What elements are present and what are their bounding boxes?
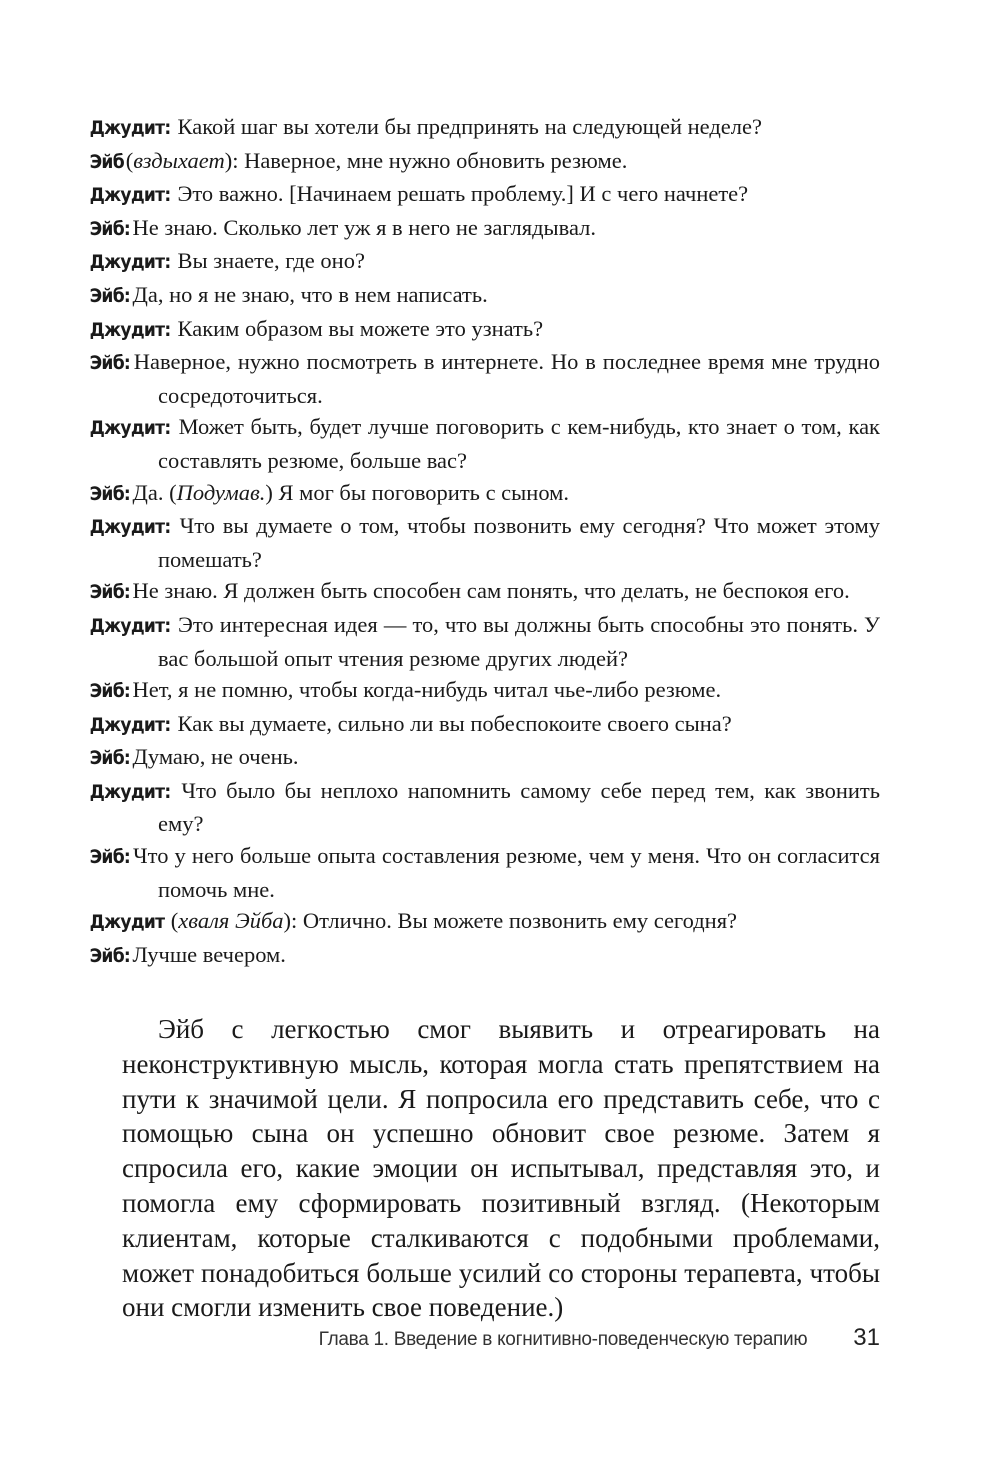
speaker-name: Джудит: bbox=[89, 780, 171, 803]
dialogue-line bbox=[89, 674, 880, 708]
speaker-name: Эйб bbox=[89, 150, 124, 173]
dialogue-line bbox=[89, 411, 880, 476]
dialogue-line bbox=[89, 212, 880, 246]
dialogue-line bbox=[89, 245, 880, 279]
speaker-name: Джудит: bbox=[89, 251, 171, 274]
dialogue-line bbox=[89, 840, 880, 905]
line-text: Это интересная идея — то, что вы должны быть способны это понять. У вас большой опыт чтения резюме других людей? bbox=[158, 611, 880, 671]
speaker-name: Джудит: bbox=[89, 318, 171, 341]
page-footer bbox=[122, 1324, 880, 1352]
dialogue-line bbox=[89, 741, 880, 775]
dialogue-line bbox=[89, 178, 880, 212]
line-text: Как вы думаете, сильно ли вы побеспокоите своего сына? bbox=[171, 710, 732, 736]
line-text: Не знаю. Сколько лет уж я в него не заглядывал. bbox=[126, 214, 596, 240]
line-text: ): Отлично. Вы можете позвонить ему сегодня? bbox=[283, 908, 738, 934]
stage-direction: вздыхает bbox=[133, 147, 225, 173]
line-text: ) Я мог бы поговорить с сыном. bbox=[265, 479, 570, 505]
dialogue-line bbox=[89, 346, 880, 411]
dialogue-line bbox=[89, 510, 880, 575]
speaker-name: Эйб: bbox=[89, 747, 131, 770]
dialogue-line bbox=[89, 111, 880, 145]
speaker-name: Джудит: bbox=[89, 614, 171, 637]
line-text: Наверное, нужно посмотреть в интернете. Но в последнее время мне трудно сосредоточиться. bbox=[126, 349, 880, 408]
speaker-name: Эйб: bbox=[89, 680, 131, 703]
dialogue-line bbox=[89, 145, 880, 179]
line-prefix: ( bbox=[165, 908, 179, 934]
line-text: Что вы думаете о том, чтобы позвонить ему сегодня? Что может этому помешать? bbox=[158, 513, 880, 572]
speaker-name: Эйб: bbox=[89, 352, 131, 375]
line-text: Лучше вечером. bbox=[126, 941, 286, 967]
speaker-name: Эйб: bbox=[89, 944, 131, 967]
line-prefix: ( bbox=[120, 147, 134, 173]
speaker-name: Эйб: bbox=[89, 482, 131, 505]
running-footer-chapter: Глава 1. Введение в когнитивно-поведенческую терапию bbox=[318, 1329, 808, 1350]
dialogue-line bbox=[89, 708, 880, 742]
speaker-name: Эйб: bbox=[89, 217, 131, 240]
speaker-name: Джудит: bbox=[89, 516, 171, 539]
stage-direction: Подумав. bbox=[176, 479, 266, 505]
line-text: Это важно. [Начинаем решать проблему.] И с чего начнете? bbox=[171, 181, 749, 207]
speaker-name: Эйб: bbox=[89, 284, 131, 307]
line-text: Да, но я не знаю, что в нем написать. bbox=[126, 281, 488, 307]
speaker-name: Джудит: bbox=[89, 417, 171, 440]
line-text: Вы знаете, где оно? bbox=[171, 248, 365, 274]
dialogue-line bbox=[89, 477, 880, 511]
dialogue-line bbox=[89, 905, 880, 939]
line-text: Может быть, будет лучше поговорить с кем-нибудь, кто знает о том, как составлять резюме, больше вас? bbox=[158, 414, 880, 473]
stage-direction: хваля Эйба bbox=[178, 908, 284, 934]
speaker-name: Джудит bbox=[89, 911, 165, 934]
dialogue-line bbox=[89, 939, 880, 973]
line-text: Нет, я не помню, чтобы когда-нибудь читал чье-либо резюме. bbox=[126, 677, 722, 703]
line-text: Каким образом вы можете это узнать? bbox=[171, 315, 544, 341]
body-paragraph: Эйб с легкостью смог выявить и отреагировать на неконструктивную мысль, которая могла стать препятствием на пути к значимой цели. Я попросила его представить себе, что с помощью сына он успешно обновит свое резюме. Затем я спросила его, какие эмоции он испытывал, представляя это, и помогла ему сформировать позитивный взгляд. (Некоторым клиентам, которые сталкиваются с подобными проблемами, может понадобиться больше усилий со стороны терапевта, чтобы они смогли изменить свое поведение.) bbox=[122, 1014, 880, 1323]
dialogue-line bbox=[89, 609, 880, 674]
speaker-name: Эйб: bbox=[89, 846, 131, 869]
line-text: Что у него больше опыта составления резюме, чем у меня. Что он согласится помочь мне. bbox=[126, 843, 880, 902]
page-number: 31 bbox=[853, 1324, 880, 1351]
dialogue-line bbox=[89, 775, 880, 840]
dialogue-block bbox=[89, 111, 880, 972]
speaker-name: Эйб: bbox=[89, 581, 131, 604]
speaker-name: Джудит: bbox=[89, 713, 171, 736]
line-prefix: Да. ( bbox=[126, 479, 177, 505]
line-text: Не знаю. Я должен быть способен сам понять, что делать, не беспокоя его. bbox=[126, 578, 850, 604]
line-text: ): Наверное, мне нужно обновить резюме. bbox=[224, 147, 628, 173]
speaker-name: Джудит: bbox=[89, 117, 171, 139]
line-text: Что было бы неплохо напомнить самому себе перед тем, как звонить ему? bbox=[158, 777, 880, 837]
line-text: Думаю, не очень. bbox=[126, 744, 299, 770]
speaker-name: Джудит: bbox=[89, 184, 171, 207]
line-text: Какой шаг вы хотели бы предпринять на следующей неделе? bbox=[171, 114, 762, 139]
dialogue-line bbox=[89, 575, 880, 609]
dialogue-line bbox=[89, 279, 880, 313]
dialogue-line bbox=[89, 313, 880, 347]
